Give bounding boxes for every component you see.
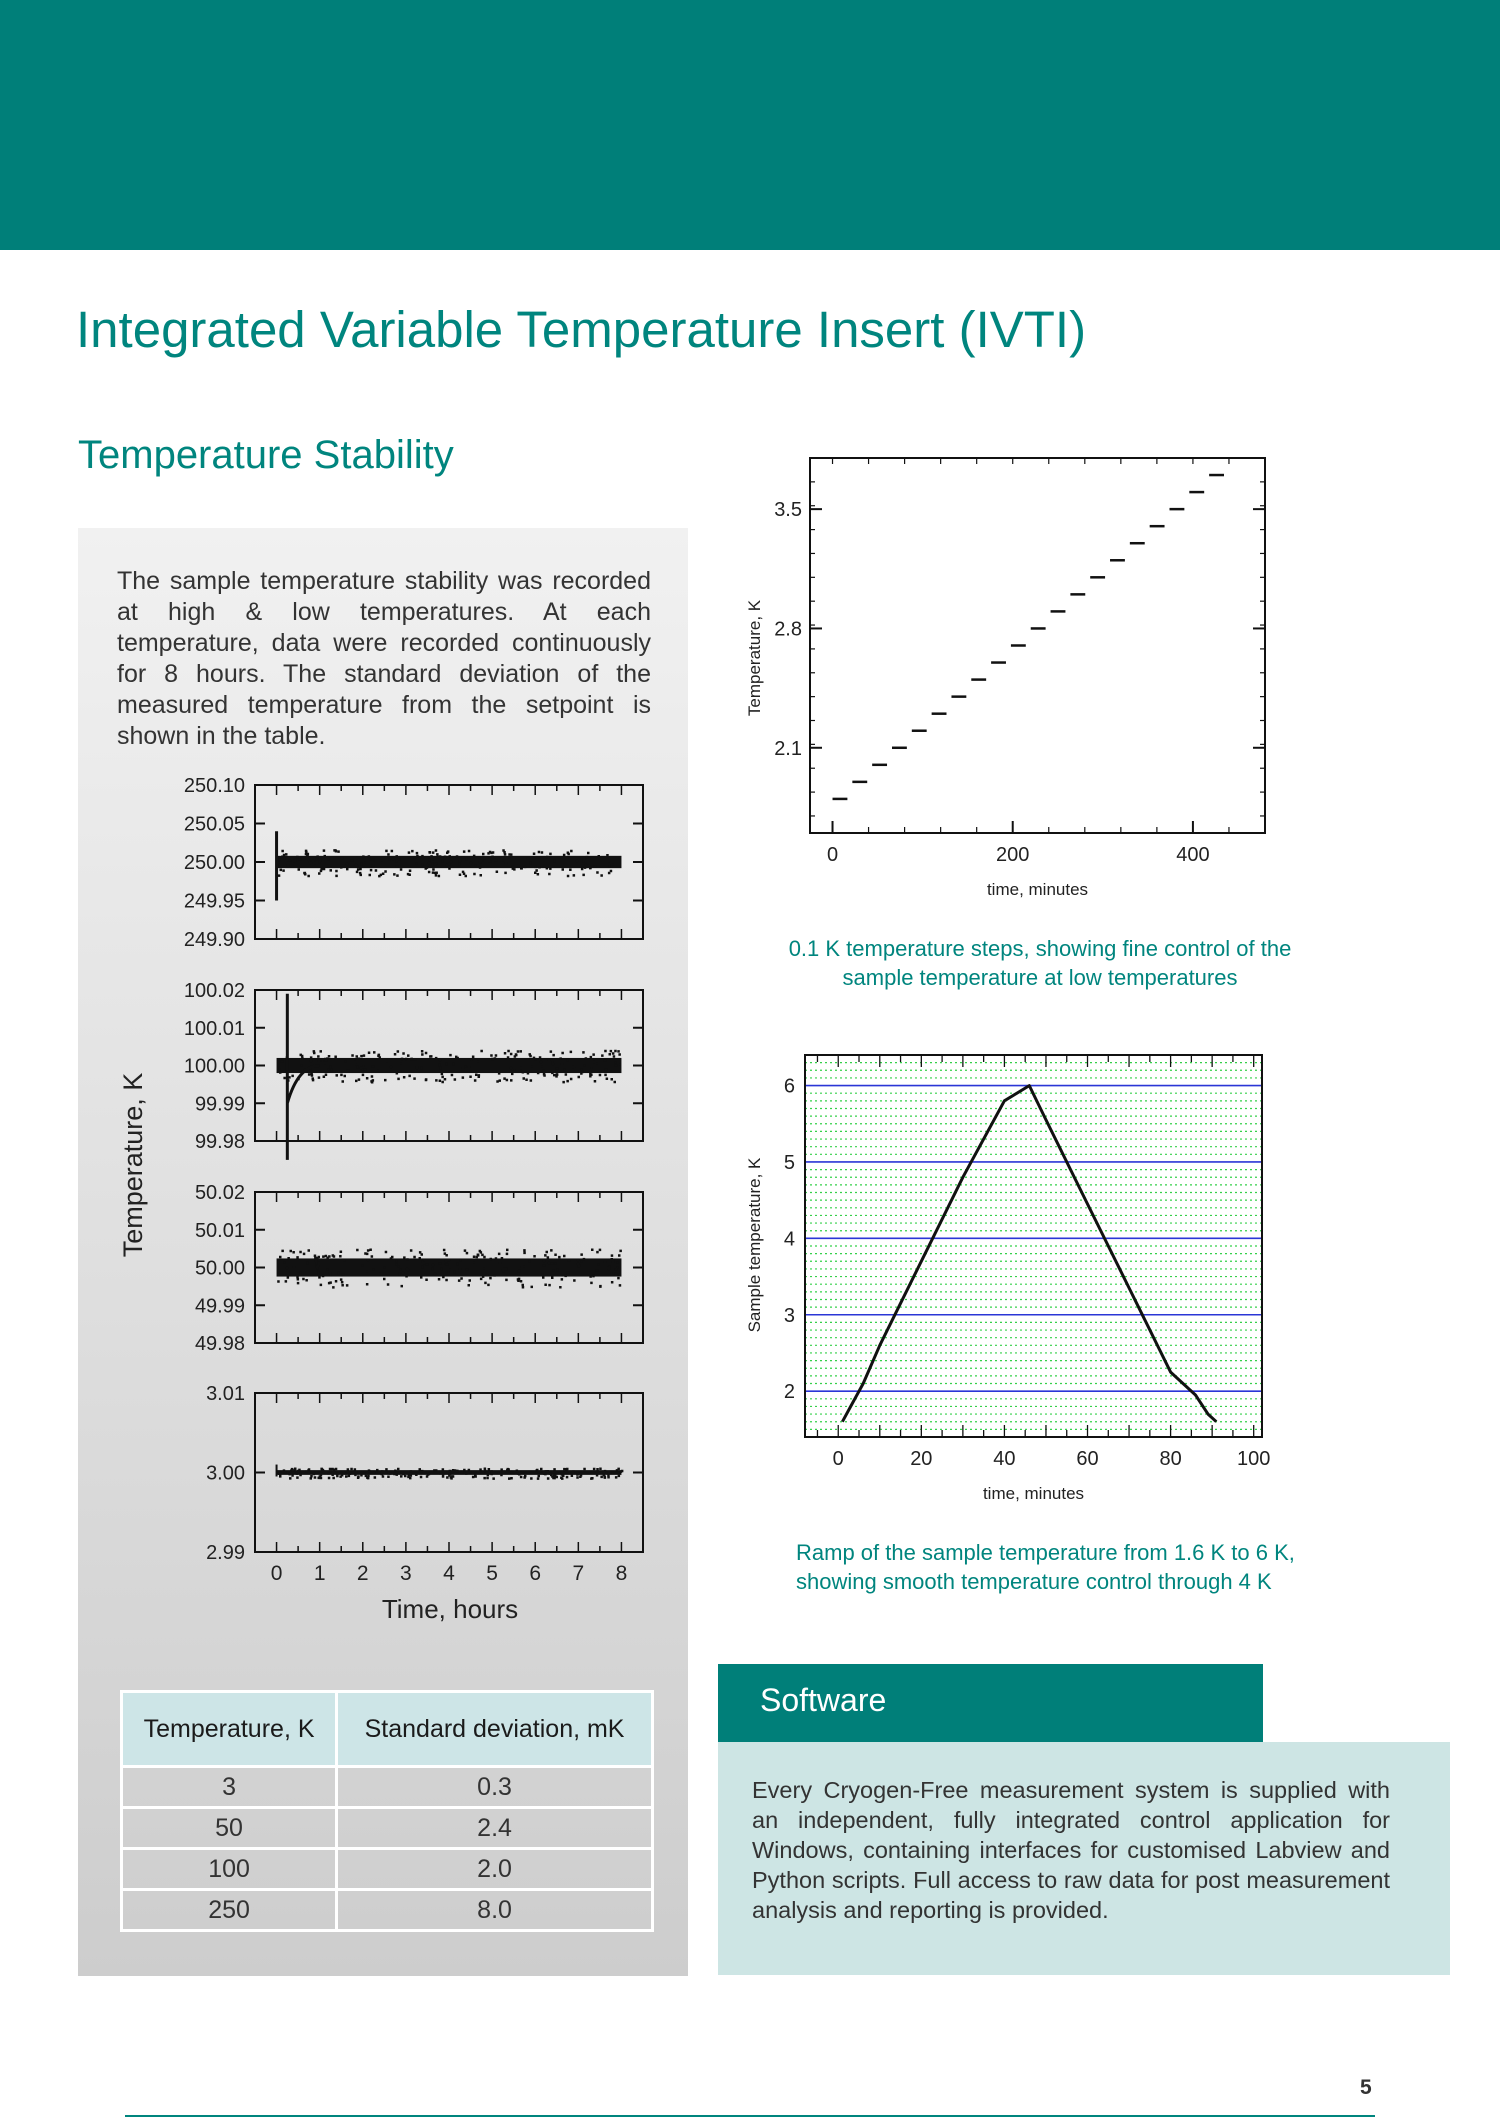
x-tick-label: 400 [1176, 844, 1210, 866]
y-tick-label: 49.99 [194, 1295, 245, 1318]
x-tick-label: 60 [1076, 1448, 1099, 1470]
y-tick-label: 2 [783, 1381, 795, 1404]
y-tick-label: 250.05 [183, 813, 245, 836]
table-cell: 2.0 [337, 1849, 653, 1890]
y-tick-label: 6 [783, 1075, 795, 1098]
data-band [277, 1058, 622, 1073]
step-chart [735, 450, 1280, 910]
y-tick-label: 249.90 [183, 929, 245, 951]
x-tick-label: 80 [1159, 1448, 1182, 1470]
footer-rule [125, 2115, 1375, 2117]
y-tick-label: 2.1 [774, 737, 802, 760]
table-row [122, 1767, 653, 1808]
y-tick-label: 3 [783, 1304, 795, 1327]
y-tick-label: 100.00 [183, 1055, 245, 1078]
stability-chart [110, 765, 670, 1635]
y-axis-label: Temperature, K [118, 1072, 148, 1258]
y-tick-label: 3.5 [774, 499, 802, 522]
y-tick-label: 50.01 [194, 1219, 245, 1242]
x-axis-label: time, minutes [982, 1484, 1085, 1503]
table-cell: 8.0 [337, 1890, 653, 1931]
x-tick-label: 8 [615, 1562, 628, 1585]
table-header-std-dev: Standard deviation, mK [337, 1692, 653, 1767]
x-tick-label: 7 [572, 1562, 585, 1585]
y-tick-label: 249.95 [183, 890, 245, 913]
x-tick-label: 1 [313, 1562, 326, 1585]
y-tick-label: 50.00 [194, 1257, 245, 1280]
x-axis-label: time, minutes [986, 880, 1089, 899]
x-axis-label: Time, hours [381, 1594, 519, 1624]
x-tick-label: 6 [529, 1562, 542, 1585]
x-tick-label: 100 [1237, 1448, 1271, 1470]
table-row [122, 1849, 653, 1890]
plot-frame [805, 1055, 1262, 1437]
stability-table [120, 1690, 654, 1932]
y-tick-label: 3.00 [206, 1462, 245, 1485]
table-row [122, 1808, 653, 1849]
y-tick-label: 100.01 [183, 1017, 245, 1040]
y-tick-label: 100.02 [183, 980, 245, 1002]
x-tick-label: 4 [443, 1562, 455, 1585]
software-heading: Software [718, 1664, 1263, 1742]
software-paragraph: Every Cryogen-Free measurement system is supplied with an independent, fully integrated control application for Windows, containing interfaces for customised Labview and Python scripts. Full access to raw data for post measurement analysis and reporting is provided. [752, 1777, 1390, 1923]
x-tick-label: 0 [270, 1562, 283, 1585]
y-tick-label: 5 [783, 1151, 795, 1174]
table-cell: 50 [122, 1808, 337, 1849]
table-cell: 2.4 [337, 1808, 653, 1849]
x-tick-label: 40 [993, 1448, 1016, 1470]
plot-frame [810, 458, 1265, 833]
y-tick-label: 250.10 [183, 775, 245, 797]
table-cell: 0.3 [337, 1767, 653, 1808]
page-number: 5 [1360, 2076, 1372, 2099]
x-tick-label: 0 [826, 844, 839, 866]
y-tick-label: 99.99 [194, 1093, 245, 1116]
y-axis-label: Sample temperature, K [745, 1157, 764, 1333]
ramp-chart-caption: Ramp of the sample temperature from 1.6 K to 6 K, showing smooth temperature control through 4 K [796, 1540, 1295, 1594]
x-tick-label: 2 [356, 1562, 369, 1585]
y-tick-label: 49.98 [194, 1333, 245, 1355]
ramp-chart [735, 1045, 1280, 1515]
x-tick-label: 5 [486, 1562, 498, 1585]
y-tick-label: 2.99 [206, 1542, 245, 1564]
y-tick-label: 250.00 [183, 852, 245, 874]
header-banner [0, 0, 1500, 250]
table-header-row [122, 1692, 653, 1767]
y-tick-label: 99.98 [194, 1131, 245, 1153]
x-tick-label: 200 [996, 844, 1030, 866]
y-axis-label: Temperature, K [745, 599, 764, 717]
y-tick-label: 2.8 [774, 618, 802, 641]
y-tick-label: 50.02 [194, 1182, 245, 1204]
table-cell: 100 [122, 1849, 337, 1890]
y-tick-label: 4 [783, 1228, 795, 1251]
table-row [122, 1890, 653, 1931]
x-tick-label: 3 [400, 1562, 412, 1585]
x-tick-label: 0 [832, 1448, 844, 1470]
table-cell: 250 [122, 1890, 337, 1931]
table-cell: 3 [122, 1767, 337, 1808]
section-title: Temperature Stability [78, 433, 454, 477]
y-tick-label: 3.01 [206, 1383, 245, 1405]
page-title: Integrated Variable Temperature Insert (IVTI) [76, 301, 1087, 358]
step-chart-caption: 0.1 K temperature steps, showing fine control of the sample temperature at low temperatures [788, 936, 1292, 990]
x-tick-label: 20 [910, 1448, 933, 1470]
table-header-temperature: Temperature, K [122, 1692, 337, 1767]
intro-paragraph: The sample temperature stability was recorded at high & low temperatures. At each temperature, data were recorded continuously for 8 hours. The standard deviation of the measured temperature from the setpoint is shown in the table. [117, 567, 651, 750]
